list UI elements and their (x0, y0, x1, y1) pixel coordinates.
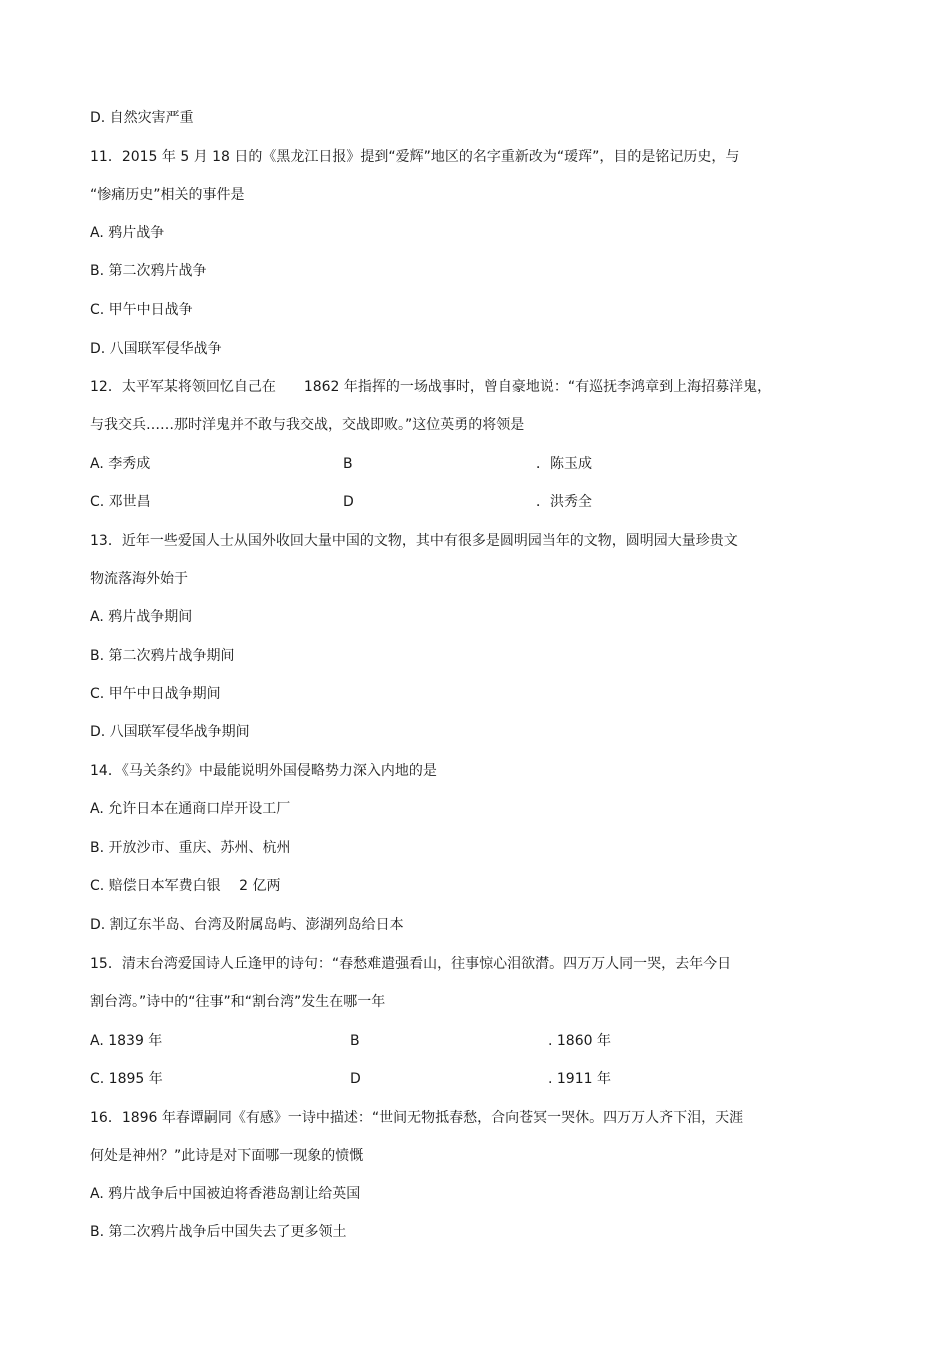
q15-option-b-letter: B (350, 1033, 360, 1049)
q11-option-b: B. 第二次鸦片战争 (90, 263, 207, 279)
q15-option-b-text: . 1860 年 (548, 1033, 611, 1049)
q13-option-b: B. 第二次鸦片战争期间 (90, 648, 235, 664)
q15-option-d-text: . 1911 年 (548, 1071, 611, 1087)
q11-stem-line-2: “惨痛历史”相关的事件是 (90, 187, 245, 203)
q12-option-c: C. 邓世昌 (90, 494, 151, 510)
q16-option-b: B. 第二次鸦片战争后中国失去了更多领土 (90, 1224, 347, 1240)
q16-stem-line-2: 何处是神州？”此诗是对下面哪一现象的愤慨 (90, 1148, 364, 1164)
q13-stem-line-2: 物流落海外始于 (90, 571, 188, 587)
q11-option-d: D. 八国联军侵华战争 (90, 341, 222, 357)
q13-option-c: C. 甲午中日战争期间 (90, 686, 221, 702)
q15-stem-line-2: 割台湾。”诗中的“往事”和“割台湾”发生在哪一年 (90, 994, 386, 1010)
q14-option-a: A. 允许日本在通商口岸开设工厂 (90, 801, 291, 817)
q14-stem: 14．《马关条约》中最能说明外国侵略势力深入内地的是 (90, 763, 437, 779)
q15-option-c: C. 1895 年 (90, 1071, 163, 1087)
q16-stem-line-1: 16．1896 年春谭嗣同《有感》一诗中描述：“世间无物抵春愁，合向苍冥一哭休。四万万人齐下泪，天涯 (90, 1110, 744, 1126)
q14-option-b: B. 开放沙市、重庆、苏州、杭州 (90, 840, 291, 856)
q11-option-c: C. 甲午中日战争 (90, 302, 193, 318)
q14-option-d: D. 割辽东半岛、台湾及附属岛屿、澎湖列岛给日本 (90, 917, 404, 933)
q11-stem-line-1: 11．2015 年 5 月 18 日的《黑龙江日报》提到“爱辉”地区的名字重新改为“瑷珲”，目的是铭记历史，与 (90, 149, 740, 165)
q16-option-a: A. 鸦片战争后中国被迫将香港岛割让给英国 (90, 1186, 361, 1202)
q13-option-a: A. 鸦片战争期间 (90, 609, 193, 625)
q15-stem-line-1: 15．清末台湾爱国诗人丘逢甲的诗句：“春愁难遣强看山，往事惊心泪欲潸。四万万人同一哭，去年今日 (90, 956, 732, 972)
q15-option-a: A. 1839 年 (90, 1033, 163, 1049)
q12-option-d-letter: D (343, 494, 354, 510)
q14-option-c: C. 赔偿日本军费白银 2 亿两 (90, 878, 281, 894)
q12-stem-line-1: 12．太平军某将领回忆自己在 1862 年指挥的一场战事时，曾自豪地说：“有巡抚李鸿章到上海招募洋鬼， (90, 379, 772, 395)
q11-option-a: A. 鸦片战争 (90, 225, 165, 241)
q13-stem-line-1: 13．近年一些爱国人士从国外收回大量中国的文物，其中有很多是圆明园当年的文物，圆明园大量珍贵文 (90, 533, 738, 549)
q15-option-d-letter: D (350, 1071, 361, 1087)
q12-option-b-letter: B (343, 456, 353, 472)
q12-option-d-text: ．洪秀全 (536, 494, 592, 510)
q13-option-d: D. 八国联军侵华战争期间 (90, 724, 250, 740)
q12-stem-line-2: 与我交兵……那时洋鬼并不敢与我交战，交战即败。”这位英勇的将领是 (90, 417, 525, 433)
q12-option-a: A. 李秀成 (90, 456, 151, 472)
q10-option-d: D. 自然灾害严重 (90, 110, 194, 126)
q12-option-b-text: ．陈玉成 (536, 456, 592, 472)
